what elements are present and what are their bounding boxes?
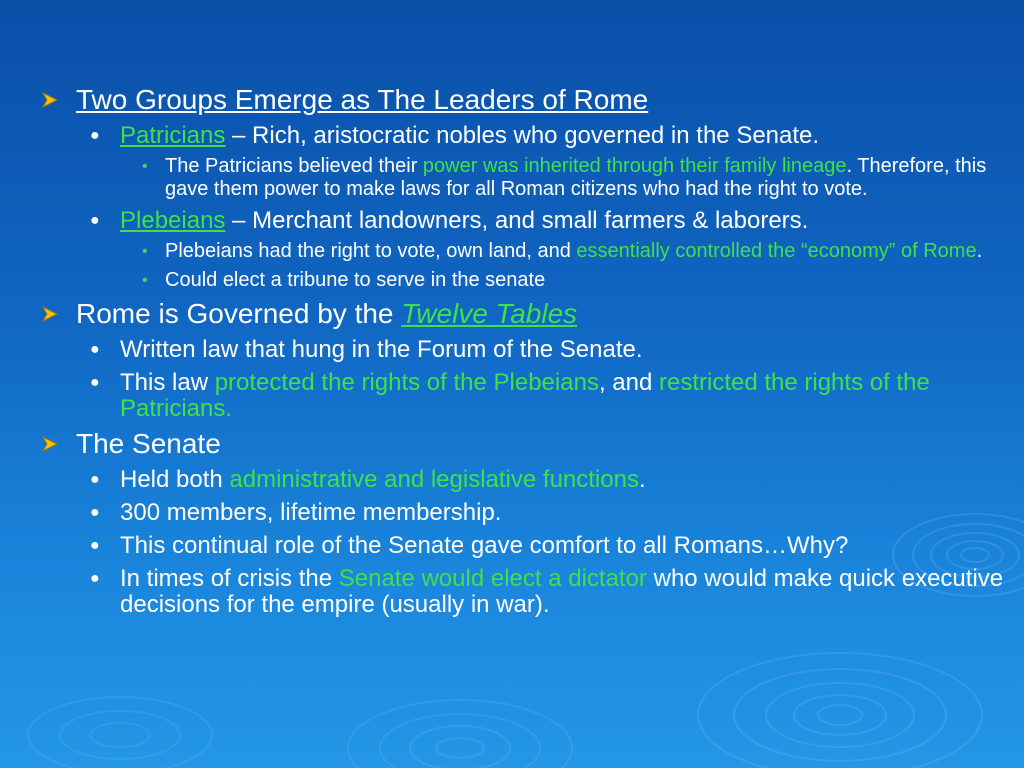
tribune-text: Could elect a tribune to serve in the senate xyxy=(165,269,546,291)
level3-item-plebeians-rights xyxy=(124,240,1008,263)
continual-role-text: This continual role of the Senate gave comfort to all Romans…Why? xyxy=(120,532,849,559)
level2-item-held-both xyxy=(84,467,1008,493)
plebeians-rights-text-pre: Plebeians had the right to vote, own land, and xyxy=(165,240,577,262)
level2-item-members xyxy=(84,500,1008,526)
level3-item-tribune xyxy=(124,269,1008,292)
level2-item-crisis xyxy=(84,566,1008,618)
held-both-text-post: . xyxy=(638,466,646,493)
small-dot-bullet-icon: • xyxy=(142,272,148,289)
slide-body xyxy=(38,78,1008,618)
dot-bullet-icon: ● xyxy=(90,212,100,229)
heading-two-groups: Two Groups Emerge as The Leaders of Rome xyxy=(76,84,649,115)
plebeians-description: – Merchant landowners, and small farmers & laborers. xyxy=(225,207,809,234)
dot-bullet-icon: ● xyxy=(90,570,100,587)
level2-item-written-law xyxy=(84,337,1008,363)
patricians-power-text-post: . Therefore, this gave them power to make laws for all Roman citizens who had the right to vote. xyxy=(165,155,987,200)
written-law-text: Written law that hung in the Forum of the Senate. xyxy=(120,336,643,363)
level1-item-two-groups xyxy=(38,84,1008,116)
patricians-power-highlight: power was inherited through their family lineage xyxy=(422,155,847,177)
heading-rome-governed: Rome is Governed by the xyxy=(76,298,402,329)
members-text: 300 members, lifetime membership. xyxy=(120,499,502,526)
crisis-highlight: Senate would elect a dictator xyxy=(338,565,647,592)
level2-item-continual-role xyxy=(84,533,1008,559)
dot-bullet-icon: ● xyxy=(90,127,100,144)
held-both-highlight: administrative and legislative functions xyxy=(229,466,639,493)
dot-bullet-icon: ● xyxy=(90,374,100,391)
plebeians-rights-highlight: essentially controlled the “economy” of Rome xyxy=(576,240,977,262)
dot-bullet-icon: ● xyxy=(90,504,100,521)
this-law-highlight-protected: protected the rights of the Plebeians xyxy=(214,369,599,396)
patricians-description: – Rich, aristocratic nobles who governed in the Senate. xyxy=(225,122,820,149)
held-both-text-pre: Held both xyxy=(120,466,230,493)
heading-twelve-tables: Twelve Tables xyxy=(401,298,578,329)
level1-item-the-senate xyxy=(38,428,1008,460)
this-law-text-pre: This law xyxy=(120,369,215,396)
crisis-text-post: who would make quick executive decisions for the empire (usually in war). xyxy=(120,565,1004,618)
this-law-highlight-restricted: restricted the rights of the Patricians. xyxy=(120,369,930,422)
arrowhead-bullet-icon xyxy=(38,428,66,460)
level2-item-plebeians xyxy=(84,208,1008,234)
level1-item-twelve-tables xyxy=(38,298,1008,330)
dot-bullet-icon: ● xyxy=(90,471,100,488)
dot-bullet-icon: ● xyxy=(90,341,100,358)
this-law-text-mid: , and xyxy=(598,369,659,396)
arrowhead-bullet-icon xyxy=(38,298,66,330)
small-dot-bullet-icon: • xyxy=(142,243,148,260)
heading-the-senate: The Senate xyxy=(76,428,221,459)
level3-item-patricians-power xyxy=(124,155,1008,201)
plebeians-rights-text-post: . xyxy=(976,240,983,262)
term-plebeians: Plebeians xyxy=(120,207,226,234)
term-patricians: Patricians xyxy=(120,122,226,149)
small-dot-bullet-icon: • xyxy=(142,158,148,175)
dot-bullet-icon: ● xyxy=(90,537,100,554)
level2-item-this-law xyxy=(84,370,1008,422)
level2-item-patricians xyxy=(84,123,1008,149)
arrowhead-bullet-icon xyxy=(38,84,66,116)
crisis-text-pre: In times of crisis the xyxy=(120,565,339,592)
patricians-power-text-pre: The Patricians believed their xyxy=(165,155,423,177)
